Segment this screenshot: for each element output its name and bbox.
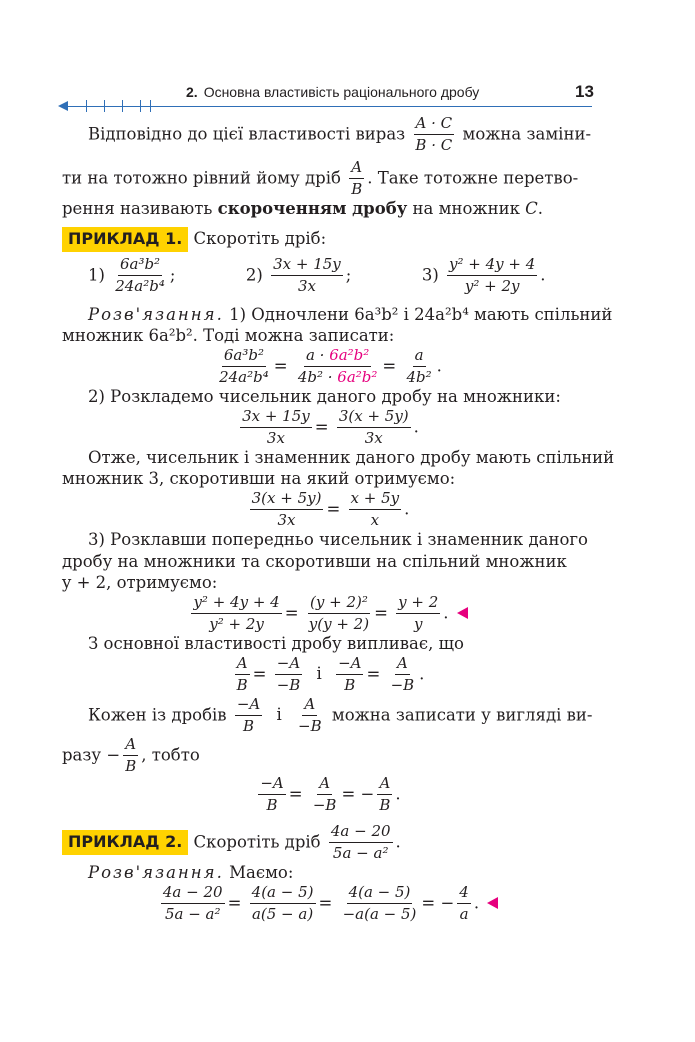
highlighted-factor: 6a²b² — [329, 345, 370, 364]
text: Кожен із дробів — [88, 705, 227, 725]
example-2-label: ПРИКЛАД 2. — [62, 830, 188, 855]
property-line — [62, 633, 594, 654]
numerator: 3x + 15y — [273, 255, 341, 274]
denominator: y² + 2y — [209, 614, 264, 633]
solution-2-line — [62, 862, 594, 883]
numerator: 4a − 20 — [330, 821, 391, 840]
denominator: −B — [298, 717, 322, 736]
denominator: y — [413, 614, 423, 633]
fraction — [258, 775, 285, 815]
fraction — [405, 347, 434, 387]
denominator: B — [351, 179, 363, 198]
highlighted-factor: 6a²b² — [337, 367, 378, 386]
intro-line-1 — [62, 115, 594, 155]
text: ; — [345, 265, 352, 285]
solution-1-line-4b — [62, 551, 594, 572]
denominator: −B — [276, 675, 301, 694]
text: рення називають — [62, 199, 213, 218]
example-1-label: ПРИКЛАД 1. — [62, 227, 188, 252]
numerator: y² + 4y + 4 — [193, 592, 280, 611]
numerator: −A — [236, 695, 261, 714]
example-1-heading — [62, 227, 594, 252]
end-of-solution-icon — [487, 897, 498, 909]
solution-label: Розв'язання. — [88, 304, 224, 324]
item-number: 2) — [245, 265, 263, 285]
text: . Таке тотожне перетво- — [367, 167, 579, 187]
intro-line-2 — [62, 159, 594, 199]
example-1-items — [62, 256, 594, 296]
numerator: A — [236, 653, 248, 672]
fraction — [250, 490, 324, 530]
text: можна заміни- — [462, 124, 592, 144]
numerator: A — [125, 734, 137, 753]
numerator: x + 5y — [350, 488, 400, 507]
variable: C — [525, 199, 538, 218]
header-rule — [66, 106, 592, 107]
text: на множник — [412, 199, 520, 218]
denominator: 4b² — [406, 367, 432, 386]
denominator: B · C — [415, 136, 453, 155]
denominator: B — [125, 756, 137, 775]
text: 1) Одночлени 6a³b² і 24a²b⁴ мають спільний — [229, 304, 613, 324]
equation-2: $\frac{3x + 15y}{3x}$ = $\frac{3(x + 5y)}{3x}$ . — [242, 406, 419, 447]
text: множник 6a²b². Тоді можна записати: — [62, 326, 395, 346]
fraction — [336, 655, 363, 695]
numerator: A · C — [415, 114, 453, 132]
fraction — [296, 347, 380, 387]
fraction — [329, 823, 393, 863]
denominator: y(y + 2) — [308, 614, 370, 633]
numerator: 4(a − 5) — [348, 882, 411, 901]
fraction — [349, 490, 402, 530]
denominator: B — [344, 675, 356, 694]
fraction — [296, 696, 324, 736]
denominator: a(5 − a) — [251, 904, 314, 923]
fraction — [389, 655, 417, 695]
example-1-task: Скоротіть дріб: — [193, 229, 327, 249]
ruler-tick — [104, 100, 105, 112]
equation-4: $\frac{\text{y² + 4y + 4}}{\text{y² + 2y}}$ = $\frac{\text{(y + 2)²}}{y(y + 2)}$ = $\frac{y + 2}{y}$ . — [62, 594, 594, 634]
solution-label: Розв'язання. — [88, 863, 224, 883]
fraction — [275, 655, 303, 695]
text: разу − — [62, 744, 121, 764]
page-content — [62, 114, 615, 923]
fraction — [123, 736, 138, 776]
example-2-heading: ПРИКЛАД 2. Скоротіть дріб $\frac{4a - 20}{\text{5a − a²}}$ . — [62, 823, 594, 863]
numerator: A — [319, 774, 331, 793]
denominator: 24a²b⁴ — [219, 367, 269, 386]
fraction — [235, 655, 250, 695]
intro-line-3 — [62, 198, 594, 219]
denominator: 24a²b⁴ — [115, 277, 165, 296]
ruler-tick — [122, 100, 123, 112]
text: і — [316, 663, 322, 683]
numerator: 4(a − 5) — [251, 882, 314, 901]
denominator: 5a − a² — [164, 904, 221, 923]
bold-term: скороченням дробу — [217, 199, 408, 218]
fraction — [311, 775, 339, 815]
equation-3: $\frac{3(x + 5y)}{3x}$ = $\frac{x + 5y}{x}$ . — [251, 488, 410, 530]
fraction — [250, 884, 316, 924]
fraction — [447, 256, 537, 296]
denominator: x — [370, 511, 380, 530]
page-number: 13 — [575, 82, 594, 101]
denominator: a — [459, 904, 469, 923]
end-of-solution-icon — [457, 607, 468, 619]
denominator: B — [236, 675, 248, 694]
numerator: 6a³b² — [223, 345, 264, 364]
text: . — [537, 199, 544, 218]
denominator: 5a − a² — [332, 843, 389, 862]
numerator: y² + 4y + 4 — [449, 255, 536, 274]
fraction — [457, 884, 471, 924]
solution-1-line-3b — [62, 468, 594, 489]
numerator: A — [379, 774, 391, 793]
text: y + 2, отримуємо: — [62, 573, 218, 593]
text: дробу на множники та скоротивши на спільний множник — [62, 551, 567, 571]
section-title — [186, 84, 479, 100]
section-title-text: Основна властивість раціонального дробу — [203, 84, 480, 100]
ruler-tick — [86, 100, 87, 112]
fraction — [191, 594, 281, 634]
text: ; — [169, 265, 176, 285]
denominator: B — [266, 796, 278, 815]
denominator: 3x — [266, 428, 285, 447]
solution-1-line-6 — [62, 696, 594, 736]
denominator: 3x — [297, 277, 316, 296]
fraction — [113, 256, 167, 296]
numerator: 4 — [459, 882, 469, 901]
solution-1-line-1 — [62, 304, 613, 325]
numerator: a — [414, 345, 424, 364]
text: ти на тотожно рівний йому дріб — [62, 167, 341, 187]
fraction — [413, 115, 454, 155]
equation-7: $\frac{4a - 20}{\text{5a − a²}}$ = $\frac{4(a - 5)}{a(5 - a)}$ = $\frac{4(a - 5)}{-a(a - 5)}$ = − $\frac{4}{a}$ . — [62, 884, 594, 924]
solution-1-line-3a — [62, 447, 615, 468]
text: можна записати у вигляді ви- — [331, 705, 593, 725]
equation-5: $\frac{A}{B}$ = $\frac{-A}{-B}$ і $\frac{-A}{B}$ = $\frac{A}{-B}$ . — [236, 653, 425, 694]
equation-1: $\frac{\text{6a³b²}}{\text{24a²b⁴}}$ = $\frac{\text{a · 6a²b²}}{\text{4b² · 6a²b²}}$ = $\frac{a}{\text{4b²}}$ . — [219, 345, 442, 386]
denominator: −B — [390, 675, 415, 694]
numerator: a · — [305, 345, 330, 364]
denominator: B — [243, 717, 255, 736]
page-header — [0, 78, 695, 118]
ruler-tick — [140, 100, 141, 112]
numerator: 4a − 20 — [162, 882, 223, 901]
ruler-tick — [150, 100, 151, 112]
denominator: 3x — [364, 428, 383, 447]
numerator: −A — [276, 653, 301, 672]
numerator: (y + 2)² — [310, 592, 368, 611]
text: Отже, чисельник і знаменник даного дробу мають спільний — [88, 448, 615, 468]
text: Відповідно до цієї властивості вираз — [88, 124, 406, 144]
solution-1-line-2 — [62, 325, 594, 346]
numerator: 6a³b² — [119, 255, 161, 274]
text: множник 3, скоротивши на який отримуємо: — [62, 469, 456, 489]
numerator: −A — [260, 774, 284, 793]
item-number: 3) — [421, 265, 439, 285]
solution-1-line-4a — [62, 529, 594, 550]
numerator: −A — [338, 653, 362, 672]
section-number: 2. — [186, 84, 198, 100]
fraction — [240, 408, 312, 448]
fraction — [235, 696, 262, 736]
denominator: 4b² · — [297, 367, 338, 386]
fraction — [396, 594, 440, 634]
text: , тобто — [141, 744, 200, 764]
denominator: −a(a − 5) — [342, 904, 417, 923]
denominator: −B — [312, 796, 337, 815]
fraction — [349, 159, 364, 199]
numerator: y + 2 — [398, 592, 439, 611]
solution-1-part-2 — [62, 386, 594, 407]
item-number: 1) — [88, 265, 105, 285]
text: Маємо: — [229, 863, 294, 883]
numerator: 3x + 15y — [242, 406, 310, 425]
denominator: B — [379, 796, 391, 815]
fraction — [161, 884, 225, 924]
fraction — [377, 775, 392, 815]
solution-1-line-4c — [62, 572, 594, 593]
fraction — [271, 256, 343, 296]
equation-6: $\frac{-A}{B}$ = $\frac{A}{-B}$ = − $\frac{A}{B}$ . — [260, 774, 401, 815]
denominator: 3x — [277, 511, 296, 530]
numerator: 3(x + 5y) — [338, 406, 409, 425]
fraction — [337, 408, 411, 448]
numerator: A — [396, 653, 408, 672]
fraction — [341, 884, 419, 924]
numerator: A — [304, 695, 316, 714]
denominator: y² + 2y — [464, 277, 520, 296]
example-2-task: Скоротіть дріб — [193, 831, 321, 851]
text: . — [540, 265, 546, 285]
solution-1-line-7 — [62, 736, 594, 776]
numerator: 3(x + 5y) — [251, 488, 322, 507]
fraction — [307, 594, 371, 634]
text: 2) Розкладемо чисельник даного дробу на множники: — [88, 387, 561, 407]
numerator: A — [351, 157, 363, 176]
text: З основної властивості дробу випливає, що — [88, 634, 464, 654]
fraction — [217, 347, 271, 387]
text: 3) Розклавши попередньо чисельник і знаменник даного — [88, 530, 588, 550]
text: і — [276, 705, 282, 725]
